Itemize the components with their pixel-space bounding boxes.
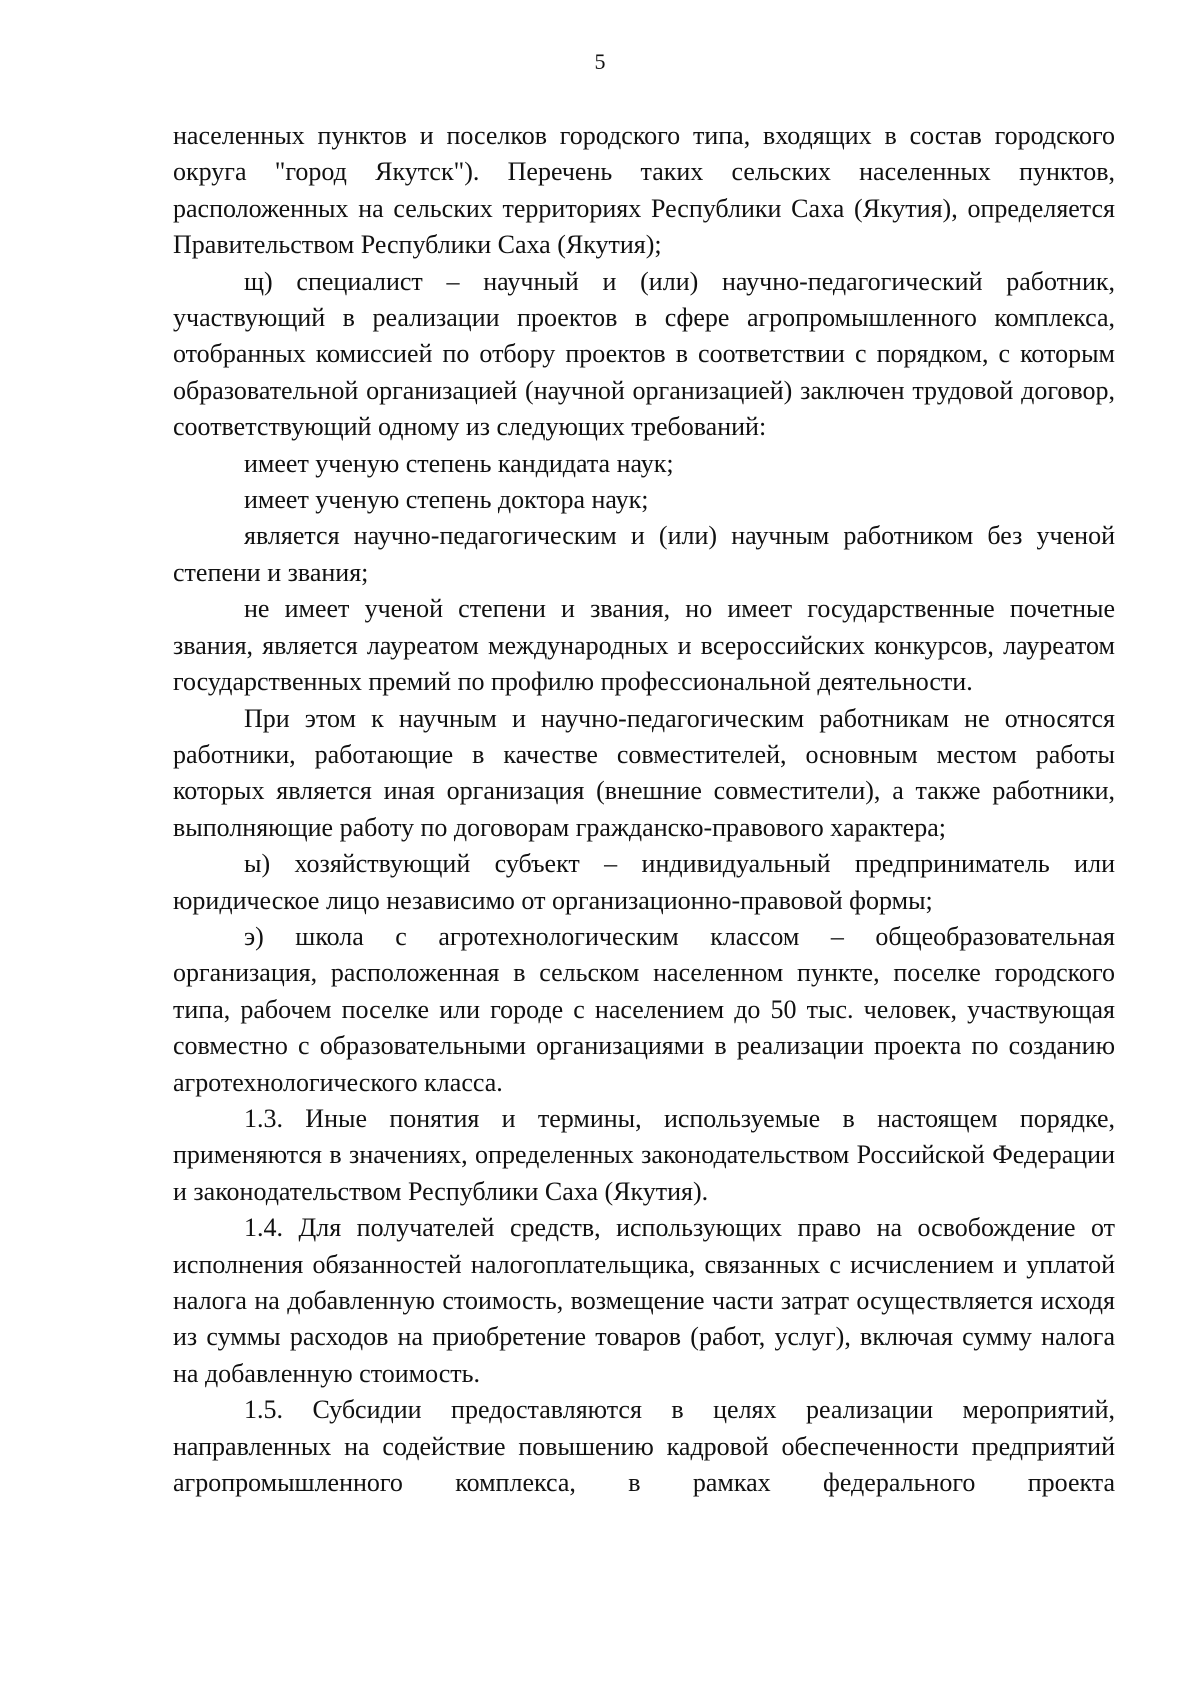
- paragraph-requirement-candidate: имеет ученую степень кандидата наук;: [244, 448, 674, 478]
- paragraph-section-1-3: 1.3. Иные понятия и термины, используемые в настоящем порядке, применяются в значениях, определенных законодательством Российской Федерации и законодательством Республики Саха (Якутия).: [173, 1103, 1115, 1206]
- paragraph-requirement-honorary: не имеет ученой степени и звания, но имеет государственные почетные звания, является лауреатом международных и всероссийских конкурсов, лауреатом государственных премий по профилю профессиональной деятельности.: [173, 594, 1115, 697]
- document-body: [173, 118, 1115, 1501]
- paragraph-continuation: населенных пунктов и поселков городского типа, входящих в состав городского округа "город Якутск"). Перечень таких сельских населенных пунктов, расположенных на сельских территориях Республики Саха (Якутия), определяется Правительством Республики Саха (Якутия);: [173, 121, 1115, 260]
- page-number: 5: [594, 49, 606, 74]
- paragraph-definition-business-entity: ы) хозяйствующий субъект – индивидуальный предприниматель или юридическое лицо независимо от организационно-правовой формы;: [173, 849, 1115, 915]
- paragraph-exclusion: При этом к научным и научно-педагогическим работникам не относятся работники, работающие в качестве совместителей, основным местом работы которых является иная организация (внешние совместители), а также работники, выполняющие работу по договорам гражданско-правового характера;: [173, 703, 1115, 842]
- paragraph-requirement-doctor: имеет ученую степень доктора наук;: [244, 485, 649, 515]
- paragraph-section-1-4: 1.4. Для получателей средств, использующих право на освобождение от исполнения обязанностей налогоплательщика, связанных с исчислением и уплатой налога на добавленную стоимость, возмещение части затрат осуществляется исходя из суммы расходов на приобретение товаров (работ, услуг), включая сумму налога на добавленную стоимость.: [173, 1213, 1115, 1388]
- paragraph-section-1-5: 1.5. Субсидии предоставляются в целях реализации мероприятий, направленных на содействие повышению кадровой обеспеченности предприятий агропромышленного комплекса, в рамках федерального проекта: [173, 1395, 1115, 1498]
- paragraph-requirement-no-degree: является научно-педагогическим и (или) научным работником без ученой степени и звания;: [173, 521, 1115, 587]
- paragraph-definition-agro-school: э) школа с агротехнологическим классом – общеобразовательная организация, расположенная в сельском населенном пункте, поселке городского типа, рабочем поселке или городе с населением до 50 тыс. человек, участвующая совместно с образовательными организациями в реализации проекта по созданию агротехнологического класса.: [173, 921, 1115, 1097]
- paragraph-definition-specialist: щ) специалист – научный и (или) научно-педагогический работник, участвующий в реализации проектов в сфере агропромышленного комплекса, отобранных комиссией по отбору проектов в соответствии с порядком, с которым образовательной организацией (научной организацией) заключен трудовой договор, соответствующий одному из следующих требований:: [173, 266, 1115, 442]
